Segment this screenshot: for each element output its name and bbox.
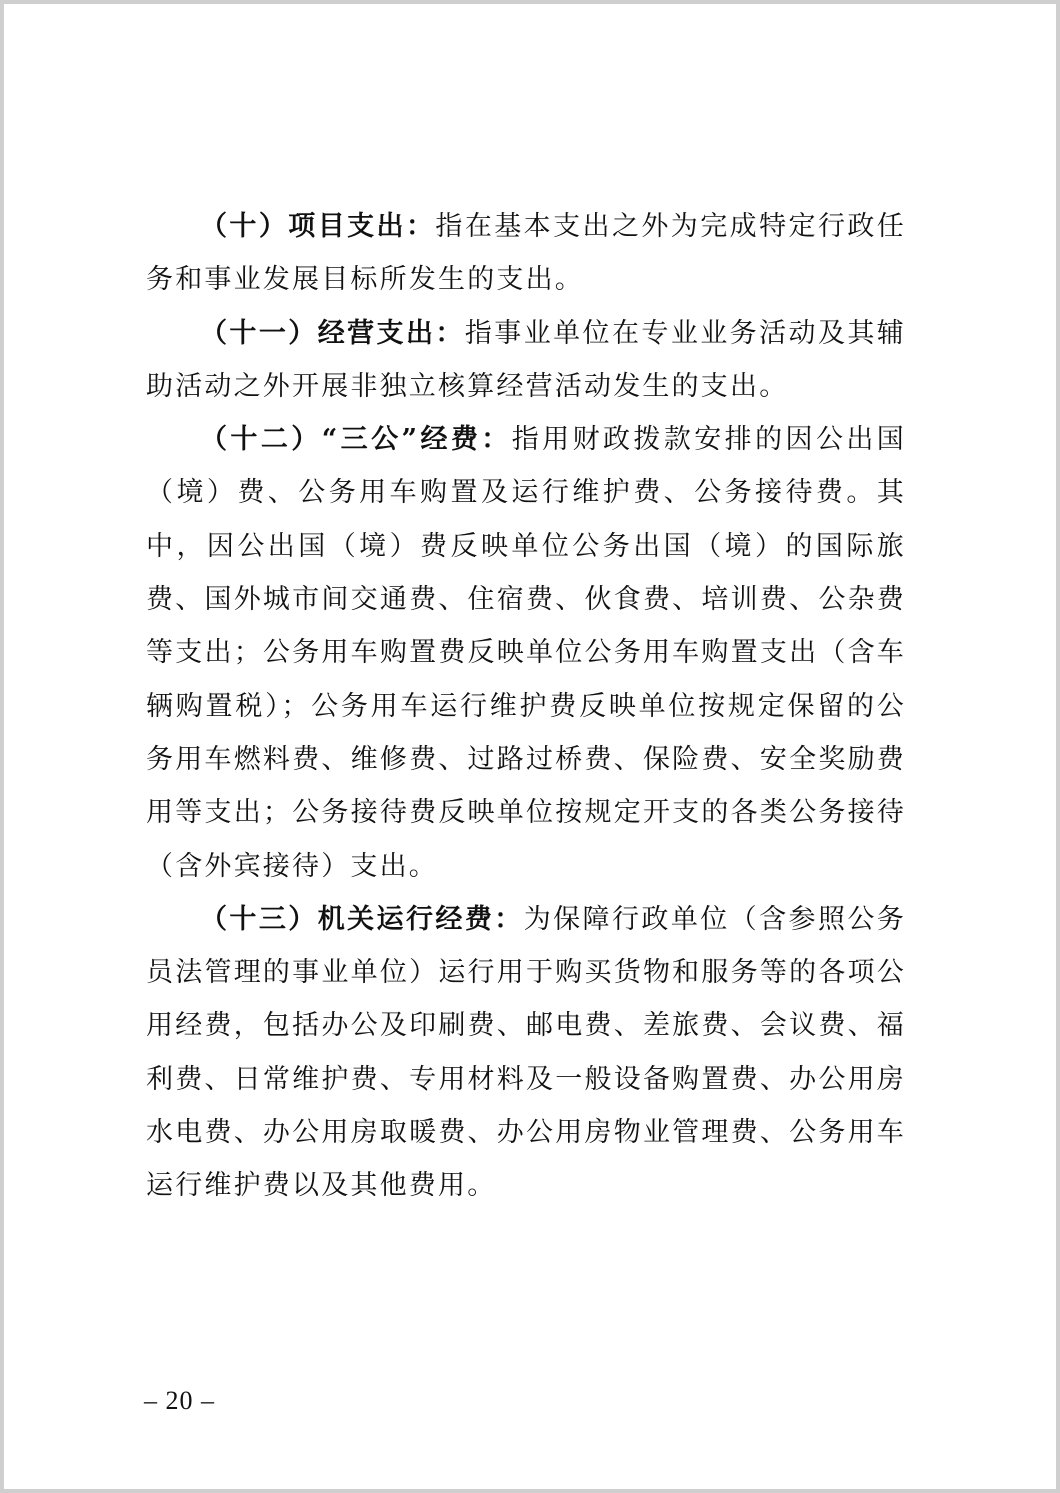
paragraph-agency-operating-funds bbox=[146, 893, 906, 1213]
definition-operating-expenditure: 指事业单位在专业业务活动及其辅助活动之外开展非独立核算经营活动发生的支出。 bbox=[146, 317, 907, 402]
definition-three-public-funds: 指用财政拨款安排的因公出国（境）费、公务用车购置及运行维护费、公务接待费。其中，因公出国（境）费反映单位公务出国（境）的国际旅费、国外城市间交通费、住宿费、伙食费、培训费、公杂费等支出；公务用车购置费反映单位公务用车购置支出（含车辆购置税）；公务用车运行维护费反映单位按规定保留的公务用车燃料费、维修费、过路过桥费、保险费、安全奖励费用等支出；公务接待费反映单位按规定开支的各类公务接待（含外宾接待）支出。 bbox=[146, 424, 906, 882]
term-operating-expenditure: （十一）经营支出： bbox=[200, 317, 465, 349]
page-number: – 20 – bbox=[144, 1386, 215, 1415]
paragraph-operating-expenditure bbox=[146, 307, 906, 414]
definition-agency-operating-funds: 为保障行政单位（含参照公务员法管理的事业单位）运行用于购买货物和服务等的各项公用经费，包括办公及印刷费、邮电费、差旅费、会议费、福利费、日常维护费、专用材料及一般设备购置费、办公用房水电费、办公用房取暖费、办公用房物业管理费、公务用车运行维护费以及其他费用。 bbox=[146, 903, 906, 1202]
paragraph-project-expenditure bbox=[146, 200, 906, 307]
term-three-public-funds: （十二）“三公”经费： bbox=[200, 424, 512, 456]
document-body bbox=[146, 200, 906, 1213]
definition-project-expenditure: 指在基本支出之外为完成特定行政任务和事业发展目标所发生的支出。 bbox=[146, 211, 906, 296]
term-agency-operating-funds: （十三）机关运行经费： bbox=[200, 903, 524, 935]
term-project-expenditure: （十）项目支出： bbox=[200, 211, 436, 242]
paragraph-three-public-funds bbox=[146, 413, 906, 893]
